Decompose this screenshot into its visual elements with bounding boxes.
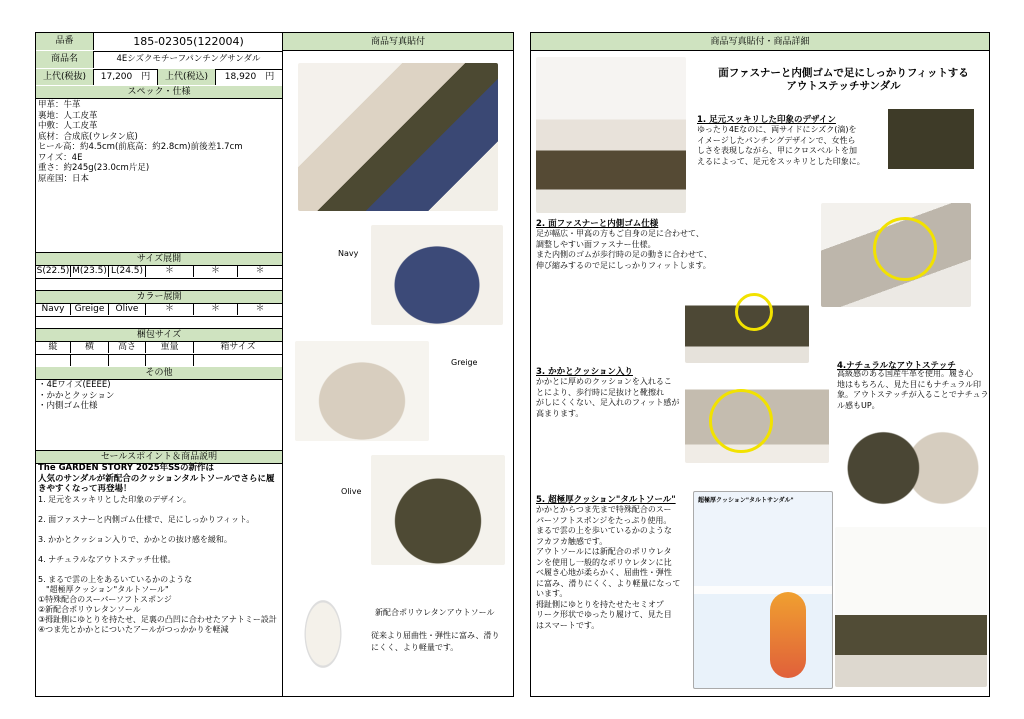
diagram-title: 超極厚クッション"タルトサンダル" [698, 497, 794, 504]
sales-header: セールスポイント＆商品説明 [36, 450, 282, 464]
size-cell: ＊ [146, 265, 194, 277]
color-cell: Olive [109, 303, 146, 315]
s2-photo-2 [685, 281, 809, 363]
product-name: 4Eシズクモチーフパンチングサンダル [116, 54, 261, 64]
navy-label: Navy [338, 249, 359, 258]
sales-points: 1. 足元をスッキリとした印象のデザイン。 2. 面ファスナーと内側ゴム仕様で、足にしっかりフィット。 3. かかとクッション入りで、かかとの抜け感を緩和。 4. ナチュラルなアウトステッチ仕様。 5. まるで雲の上をあるいているかのような "超極厚クッション"タルトソール" ①特殊配合のスーパーソフトスポンジ ②新配合ポリウレタンソール ③拇趾側にゆとりを持たせ、足裏の凸凹に合わせたアナトミー設計 ④つま先とかかとについたアールがつっかかりを軽減 [38, 495, 277, 634]
product-no-label: 品番 [36, 33, 94, 50]
detail-header: 商品写真貼付・商品詳細 [531, 33, 989, 51]
photo-header: 商品写真貼付 [283, 33, 513, 51]
s3-photo [685, 371, 829, 463]
color-cell: Navy [36, 303, 71, 315]
s3-highlight-circle [709, 389, 773, 453]
spec-table [35, 32, 283, 697]
size-header: サイズ展開 [36, 252, 282, 266]
price-ex-label: 上代(税抜) [36, 69, 94, 85]
s4-title: 4.ナチュラルなアウトステッチ [837, 361, 956, 371]
product-name-row [36, 51, 282, 70]
pack-values-row [36, 354, 282, 368]
s2-title: 2. 面ファスナーと内側ゴム仕様 [536, 219, 659, 229]
product-name-label: 商品名 [36, 51, 94, 68]
greige-label: Greige [451, 358, 478, 367]
spec-header: スペック・仕様 [36, 86, 282, 99]
pack-col: 縦 [36, 341, 71, 353]
pack-col: 重量 [146, 341, 194, 353]
spec-text: 甲革：牛革 裏地：人工皮革 中敷：人工皮革 底材：合成底(ウレタン底) ヒール高：約4.5cm(前底高：約2.8cm)前後差1.7cm ワイズ：4E 重さ：約245g(23.0cm片足) 原産国：日本 [38, 100, 243, 184]
price-in: 18,920 円 [224, 72, 275, 82]
other-text: ・4Eワイズ(EEEE) ・かかとクッション ・内側ゴム仕様 [38, 380, 115, 411]
size-row [36, 265, 282, 279]
color-header: カラー展開 [36, 290, 282, 304]
color-row [36, 303, 282, 317]
color-cell: ＊ [255, 304, 265, 314]
diagram-sole-shape [770, 592, 806, 678]
sole-title: 新配合ポリウレタンアウトソール [375, 608, 495, 617]
size-cell: M(23.5) [71, 265, 109, 277]
olive-photo [371, 455, 505, 565]
color-cell: ＊ [194, 303, 238, 315]
pack-cols-row [36, 341, 282, 355]
other-header: その他 [36, 367, 282, 380]
olive-label: Olive [341, 487, 362, 496]
detail-headline: 面ファスナーと内側ゴムで足にしっかりフィットする アウトステッチサンダル [718, 67, 969, 92]
s2-highlight-circle [873, 217, 937, 281]
price-in-label: 上代(税込) [158, 69, 216, 85]
navy-photo [371, 225, 503, 325]
s1-text: ゆったり4Eなのに、両サイドにシズク(滴)を イメージしたパンチングデザインで、女性ら しさを表現しながら、甲にクロスベルトを加 えるによって、足元をスッキリとした印象に。 [697, 125, 865, 166]
s2-highlight-circle-2 [735, 293, 773, 331]
s5-title: 5. 超極厚クッション"タルトソール" [536, 495, 676, 505]
color-cell: Greige [71, 303, 109, 315]
sole-photo [293, 579, 353, 689]
sole-desc: 従来より屈曲性・弾性に富み、滑りにくく、より軽量です。 [371, 631, 500, 652]
pack-col: 横 [71, 341, 109, 353]
pack-col: 高さ [109, 341, 146, 353]
pack-col: 箱サイズ [220, 342, 256, 352]
product-no-row [36, 33, 282, 52]
color-cell: ＊ [146, 303, 194, 315]
s3-title: 3. かかとクッション入り [536, 367, 633, 377]
sole-diagram [693, 491, 833, 689]
s3-text: かかとに厚めのクッションを入れるこ とにより、歩行時に足抜けと靴擦れ がしにくくない、足入れのフィット感が 高まります。 [536, 377, 680, 418]
model-photo-top [536, 57, 686, 213]
size-cell: S(22.5) [36, 266, 70, 276]
s2-text: 足が幅広・甲高の方もご自身の足に合わせて、 調整しやすい面ファスナー仕様。 また内側のゴムが歩行時の足の動きに合わせて、 伸び縮みするので足にしっかりフィットします。 [536, 229, 712, 270]
price-row [36, 69, 282, 87]
size-cell: ＊ [255, 266, 265, 276]
product-group-photo [298, 63, 498, 211]
sales-lead: The GARDEN STORY 2025年SSの新作は 人気のサンダルが新配合のクッションタルトソールでさらに履きやすくなって再登場！ [38, 463, 275, 494]
photo-panel [282, 32, 514, 697]
s5-text: かかとからつま先まで特殊配合のスー パーソフトスポンジをたっぷり使用。 まるで雲の上を歩いているかのような フカフカ触感です。 アウトソールには新配合のポリウレタ ンを使用し一般的なポリウレタンに比 べ履き心地が柔らかく、屈曲性・弾性 に富み、滑りにくく、より軽量になって います。 拇趾側にゆとりを持たせたセミオプ リーク形状でゆったり履けて、見た目 はスマートです。 [536, 505, 681, 630]
s2-photo [821, 203, 971, 307]
model-photo-bottom [835, 527, 987, 687]
size-cell: ＊ [194, 265, 238, 277]
pack-header: 梱包サイズ [36, 328, 282, 342]
s1-title: 1. 足元スッキリした印象のデザイン [697, 115, 836, 125]
product-no: 185-02305(122004) [133, 35, 244, 48]
s4-text: 高級感のある国産牛革を使用。履き心 地はもちろん、見た目にもナチュラル印 象。アウトステッチが入ることでナチュラ ル感もUP。 [837, 369, 989, 410]
greige-photo [295, 341, 429, 441]
s1-photo [877, 109, 985, 169]
s4-photo [839, 413, 987, 523]
price-ex: 17,200 円 [94, 69, 158, 85]
size-cell: L(24.5) [109, 265, 146, 277]
detail-panel [530, 32, 990, 697]
